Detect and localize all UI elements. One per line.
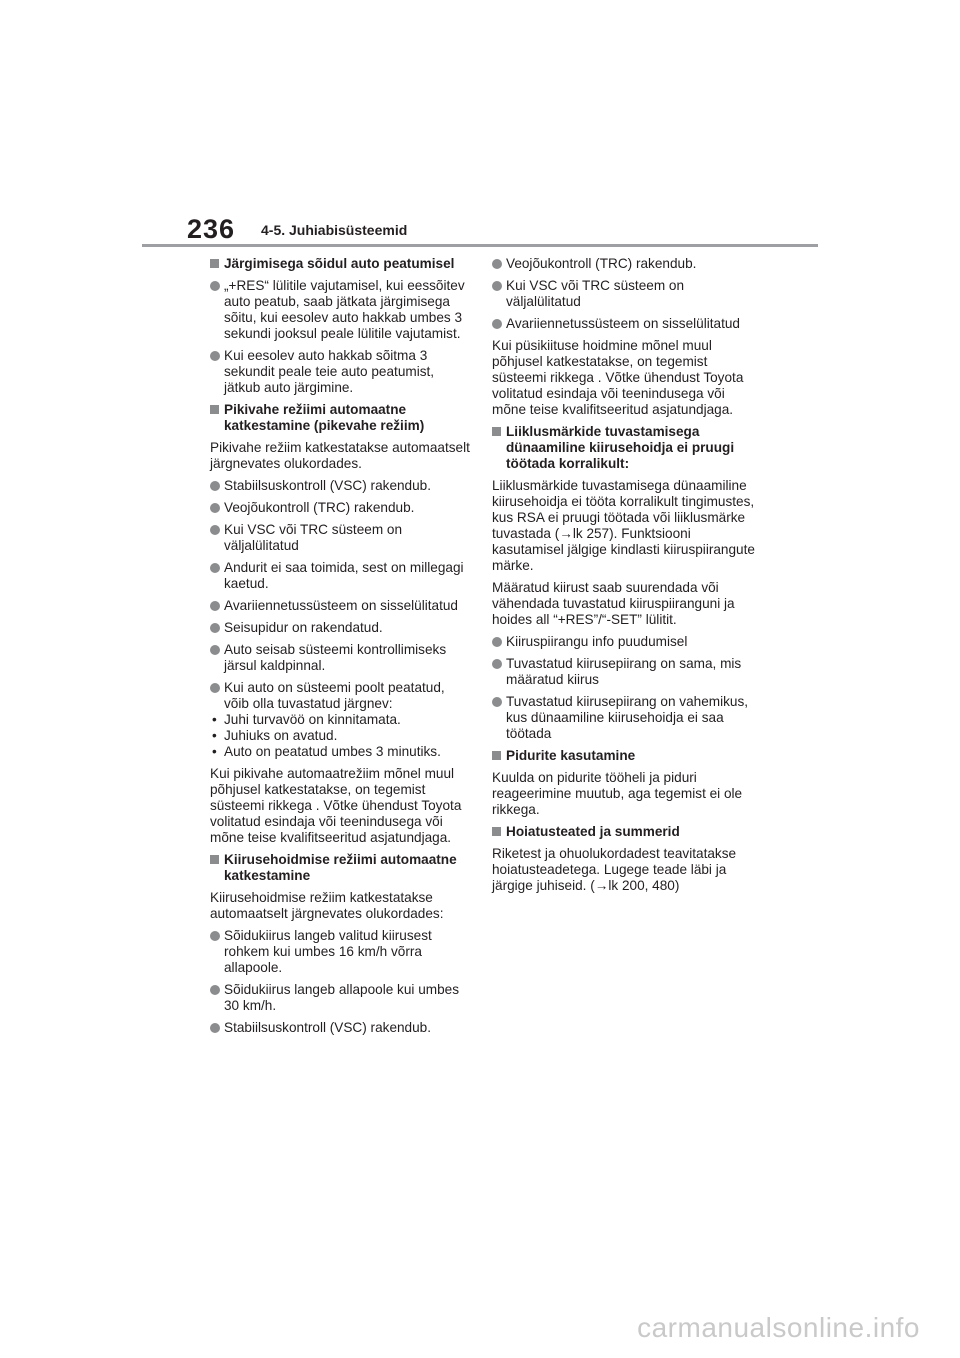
heading-following-stop: Järgimisega sõidul auto peatumisel [210, 256, 472, 272]
square-bullet-icon [492, 751, 501, 760]
paragraph: Riketest ja ohuolukordadest teavitatakse hoiatusteadetega. Lugege teade läbi ja järgige juhiseid. (→lk 200, 480) [492, 846, 737, 893]
sub-list-item: • Juhiuks on avatud. [212, 728, 338, 743]
square-bullet-icon [210, 259, 219, 268]
page-header [187, 212, 827, 246]
round-bullet-icon [492, 637, 502, 647]
round-bullet-icon [210, 563, 220, 573]
list-item: Seisupidur on rakendatud. [210, 620, 472, 636]
heading-brake-operation: Pidurite kasutamine [492, 748, 762, 764]
square-bullet-icon [210, 405, 219, 414]
list-item: Avariiennetussüsteem on sisselülitatud [492, 316, 762, 332]
sub-list-item: • Auto on peatatud umbes 3 minutiks. [212, 744, 441, 759]
round-bullet-icon [210, 481, 220, 491]
list-item: Stabiilsuskontroll (VSC) rakendub. [210, 478, 472, 494]
round-bullet-icon [210, 623, 220, 633]
list-item: Veojõukontroll (TRC) rakendub. [210, 500, 472, 516]
right-column [492, 256, 762, 900]
section-title: 4-5. Juhiabisüsteemid [261, 222, 408, 238]
paragraph: Kui pikivahe automaatrežiim mõnel muul põhjusel katkestatakse, on tegemist süsteemi rikkega . Võtke ühendust Toyota volitatud esindaja või teenindusega või mõne teise kvalifitseeritud asjatundjaga. [210, 766, 462, 845]
round-bullet-icon [210, 931, 220, 941]
sub-list [210, 712, 472, 760]
paragraph: Kiirusehoidmise režiim katkestatakse automaatselt järgnevates olukordades: [210, 890, 444, 921]
heading-warnings-buzzers: Hoiatusteated ja summerid [492, 824, 762, 840]
heading-speed-mode-cancel: Kiirusehoidmise režiimi automaatne katkestamine [210, 852, 472, 884]
paragraph: Pikivahe režiim katkestatakse automaatselt järgnevates olukordades. [210, 440, 470, 471]
round-bullet-icon [492, 319, 502, 329]
paragraph: Määratud kiirust saab suurendada või vähendada tuvastatud kiiruspiiranguni ja hoides all “+RES”/“-SET” lülitit. [492, 580, 735, 627]
heading-road-sign-assist: Liiklusmärkide tuvastamisega dünaamiline kiirusehoidja ei pruugi töötada korralikult: [492, 424, 762, 472]
watermark: carmanualsonline.info [637, 1312, 920, 1343]
round-bullet-icon [492, 659, 502, 669]
square-bullet-icon [492, 427, 501, 436]
left-column [210, 256, 472, 1042]
list-item: Sõidukiirus langeb allapoole kui umbes 30 km/h. [210, 982, 472, 1014]
round-bullet-icon [210, 601, 220, 611]
list-item: Tuvastatud kiirusepiirang on sama, mis määratud kiirus [492, 656, 762, 688]
list-item: Kiiruspiirangu info puudumisel [492, 634, 762, 650]
sub-list-item: • Juhi turvavöö on kinnitamata. [212, 712, 401, 727]
page-number: 236 [187, 214, 236, 244]
paragraph: Liiklusmärkide tuvastamisega dünaamiline kiirusehoidja ei tööta korralikult tingimustes, kus RSA ei pruugi töötada või liiklusmärke tuvastada (→lk 257). Funktsiooni kasutamisel jälgige kindlasti kiiruspiirangute märke. [492, 478, 755, 573]
list-item: Veojõukontroll (TRC) rakendub. [492, 256, 762, 272]
list-item: Stabiilsuskontroll (VSC) rakendub. [210, 1020, 472, 1036]
round-bullet-icon [492, 281, 502, 291]
heading-distance-mode-cancel: Pikivahe režiimi automaatne katkestamine (pikevahe režiim) [210, 402, 472, 434]
round-bullet-icon [210, 525, 220, 535]
list-item: Kui eesolev auto hakkab sõitma 3 sekundit peale teie auto peatumist, jätkub auto järgimine. [210, 348, 472, 396]
round-bullet-icon [210, 351, 220, 361]
list-item: Tuvastatud kiirusepiirang on vahemikus, kus dünaamiline kiirusehoidja ei saa töötada [492, 694, 762, 742]
header-divider [142, 244, 818, 247]
round-bullet-icon [210, 281, 220, 291]
list-item: Kui auto on süsteemi poolt peatatud, võib olla tuvastatud järgnev: [210, 680, 472, 712]
list-item: Kui VSC või TRC süsteem on väljalülitatud [210, 522, 472, 554]
list-item: Sõidukiirus langeb valitud kiirusest rohkem kui umbes 16 km/h võrra allapoole. [210, 928, 472, 976]
round-bullet-icon [210, 645, 220, 655]
list-item: Andurit ei saa toimida, sest on millegagi kaetud. [210, 560, 472, 592]
round-bullet-icon [210, 683, 220, 693]
square-bullet-icon [492, 827, 501, 836]
round-bullet-icon [492, 259, 502, 269]
list-item: „+RES“ lülitile vajutamisel, kui eessõitev auto peatub, saab jätkata järgimisega sõitu, kui eesolev auto hakkab umbes 3 sekundi jooksul peale lülitile vajutamist. [210, 278, 472, 342]
list-item: Kui VSC või TRC süsteem on väljalülitatud [492, 278, 762, 310]
paragraph: Kuulda on pidurite tööheli ja piduri reageerimine muutub, aga tegemist ei ole rikkega. [492, 770, 743, 817]
round-bullet-icon [210, 1023, 220, 1033]
square-bullet-icon [210, 855, 219, 864]
round-bullet-icon [210, 503, 220, 513]
paragraph: Kui püsikiituse hoidmine mõnel muul põhjusel katkestatakse, on tegemist süsteemi rikkega . Võtke ühendust Toyota volitatud esindaja või teenindusega või mõne teise kvalifitseeritud asjatundjaga. [492, 338, 744, 417]
list-item: Avariiennetussüsteem on sisselülitatud [210, 598, 472, 614]
round-bullet-icon [492, 697, 502, 707]
list-item: Auto seisab süsteemi kontrollimiseks järsul kaldpinnal. [210, 642, 472, 674]
round-bullet-icon [210, 985, 220, 995]
